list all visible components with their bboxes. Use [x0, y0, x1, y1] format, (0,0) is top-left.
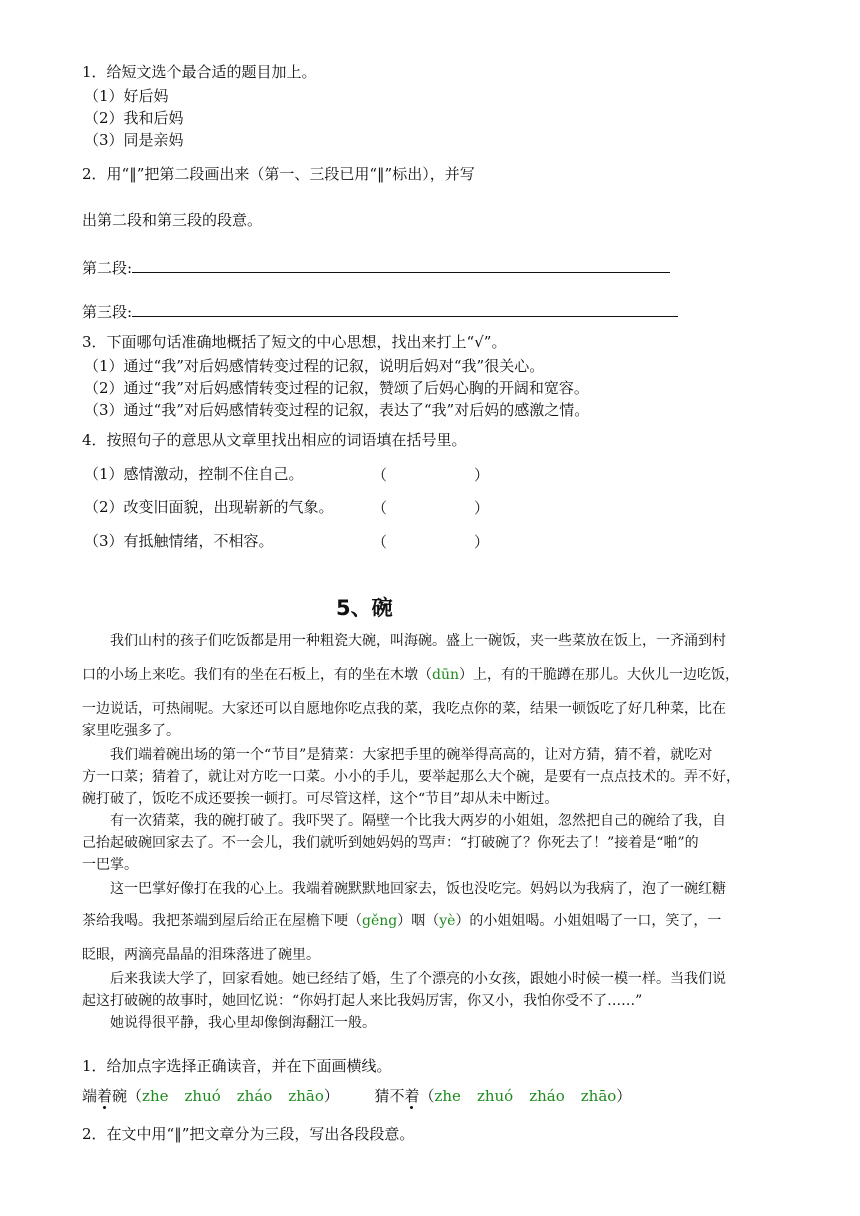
text-span: 端 — [82, 1087, 98, 1105]
pinyin-option[interactable]: zháo — [529, 1087, 565, 1105]
text-span: ）咽（ — [397, 913, 440, 929]
article-line: 这一巴掌好像打在我的心上。我端着碗默默地回家去，饭也没吃完。妈妈以为我病了，泡了一碗红糖 — [82, 881, 726, 897]
dotted-char: 着 — [404, 1087, 420, 1105]
blank-label: 第三段: — [82, 303, 133, 321]
article-line: 眨眼，两滴亮晶晶的泪珠落进了碗里。 — [82, 947, 320, 963]
pinyin-option[interactable]: zhe — [434, 1087, 461, 1105]
blank-label: 第二段: — [82, 259, 133, 277]
text-span: ） — [616, 1087, 632, 1105]
dotted-char: 着 — [97, 1087, 113, 1105]
article-line: 我们山村的孩子们吃饭都是用一种粗瓷大碗，叫海碗。盛上一碗饭，夹一些菜放在饭上，一齐涌到村 — [82, 633, 726, 649]
text-span: （ — [419, 1087, 435, 1105]
q1-option-2: （2）我和后妈 — [84, 109, 184, 127]
pinyin-option[interactable]: zháo — [236, 1087, 273, 1105]
text-span: ）上，有的干脆蹲在那儿。大伙儿一边吃饭， — [459, 667, 739, 683]
q3-option-2: （2）通过“我”对后妈感情转变过程的记叙，赞颂了后妈心胸的开阔和宽容。 — [84, 379, 589, 397]
s5-q1-options — [82, 1086, 631, 1106]
q1-prompt: 1．给短文选个最合适的题目加上。 — [82, 63, 317, 81]
pinyin-option[interactable]: zhāo — [580, 1087, 617, 1105]
article-line: 有一次猜菜，我的碗打破了。我吓哭了。隔壁一个比我大两岁的小姐姐，忽然把自己的碗给了我，自 — [82, 813, 726, 829]
article-line: 后来我读大学了，回家看她。她已经结了婚，生了个漂亮的小女孩，跟她小时候一模一样。当我们说 — [82, 971, 726, 987]
text-span: 碗（ — [112, 1087, 143, 1105]
q4-item-3: （3）有抵触情绪，不相容。 — [84, 532, 274, 550]
text-span: ） — [323, 1087, 339, 1105]
text-span: 茶给我喝。我把茶端到屋后给正在屋檐下哽（ — [82, 913, 362, 929]
paren-left: （ — [372, 499, 388, 517]
pinyin-option[interactable]: zhāo — [288, 1087, 324, 1105]
q3-prompt: 3．下面哪句话准确地概括了短文的中心思想，找出来打上“√”。 — [82, 333, 507, 351]
article-line: 起这打破碗的故事时，她回忆说：“你妈打起人来比我妈厉害，你又小，我怕你受不了……” — [82, 993, 643, 1009]
text-span: 口的小场上来吃。我们有的坐在石板上，有的坐在木墩（ — [82, 667, 432, 683]
article-line: 己抬起破碗回家去了。不一会儿，我们就听到她妈妈的骂声：“打破碗了？你死去了！”接着是“啪”的 — [82, 835, 699, 851]
answer-line[interactable] — [132, 256, 670, 273]
q4-prompt: 4．按照句子的意思从文章里找出相应的词语填在括号里。 — [82, 431, 467, 449]
q3-option-3: （3）通过“我”对后妈感情转变过程的记叙，表达了“我”对后妈的感激之情。 — [84, 401, 590, 419]
text-span: 猜不 — [374, 1087, 405, 1105]
q2-prompt-line1: 2．用“‖”把第二段画出来（第一、三段已用“‖”标出），并写 — [82, 165, 475, 183]
pinyin-option[interactable]: zhuó — [184, 1087, 221, 1105]
answer-line[interactable] — [132, 300, 678, 317]
q2-blank-third-paragraph — [82, 300, 678, 322]
pinyin-option[interactable]: zhuó — [476, 1087, 514, 1105]
text-span: ）的小姐姐喝。小姐姐喝了一口，笑了，一 — [455, 913, 722, 929]
pinyin-geng: gěng — [362, 913, 398, 929]
paren-right: ） — [474, 533, 490, 551]
q2-blank-second-paragraph — [82, 256, 670, 278]
article-line — [82, 910, 782, 930]
q4-item-2: （2）改变旧面貌，出现崭新的气象。 — [84, 498, 334, 516]
paren-left: （ — [372, 533, 388, 551]
article-line: 一巴掌。 — [82, 857, 138, 873]
article-line: 家里吃强多了。 — [82, 723, 180, 739]
article-line — [82, 664, 782, 684]
s5-q2-prompt: 2．在文中用“‖”把文章分为三段，写出各段段意。 — [82, 1125, 415, 1143]
paren-right: ） — [474, 499, 490, 517]
q2-prompt-line2: 出第二段和第三段的段意。 — [82, 211, 263, 229]
q1-option-3: （3）同是亲妈 — [84, 131, 184, 149]
pinyin-option[interactable]: zhe — [142, 1087, 169, 1105]
article-line: 我们端着碗出场的第一个“节目”是猜菜：大家把手里的碗举得高高的，让对方猜，猜不着，就吃对 — [82, 747, 713, 763]
paren-right: ） — [474, 466, 490, 484]
article-line: 方一口菜；猜着了，就让对方吃一口菜。小小的手儿，要举起那么大个碗，是要有一点点技术的。弄不好， — [82, 769, 740, 785]
pinyin-ye: yè — [439, 913, 456, 929]
article-line: 一边说话，可热闹呢。大家还可以自愿地你吃点我的菜，我吃点你的菜，结果一顿饭吃了好几种菜，比在 — [82, 701, 726, 717]
article-line: 她说得很平静，我心里却像倒海翻江一般。 — [82, 1015, 376, 1031]
article-title: 5、碗 — [336, 596, 393, 620]
pinyin-dun: dūn — [432, 667, 459, 683]
s5-q1-prompt: 1．给加点字选择正确读音，并在下面画横线。 — [82, 1057, 392, 1075]
article-line: 碗打破了，饭吃不成还要挨一顿打。可尽管这样，这个“节目”却从未中断过。 — [82, 791, 559, 807]
paren-left: （ — [372, 466, 388, 484]
q3-option-1: （1）通过“我”对后妈感情转变过程的记叙，说明后妈对“我”很关心。 — [84, 357, 545, 375]
q1-option-1: （1）好后妈 — [84, 87, 169, 105]
q4-item-1: （1）感情激动，控制不住自己。 — [84, 465, 304, 483]
